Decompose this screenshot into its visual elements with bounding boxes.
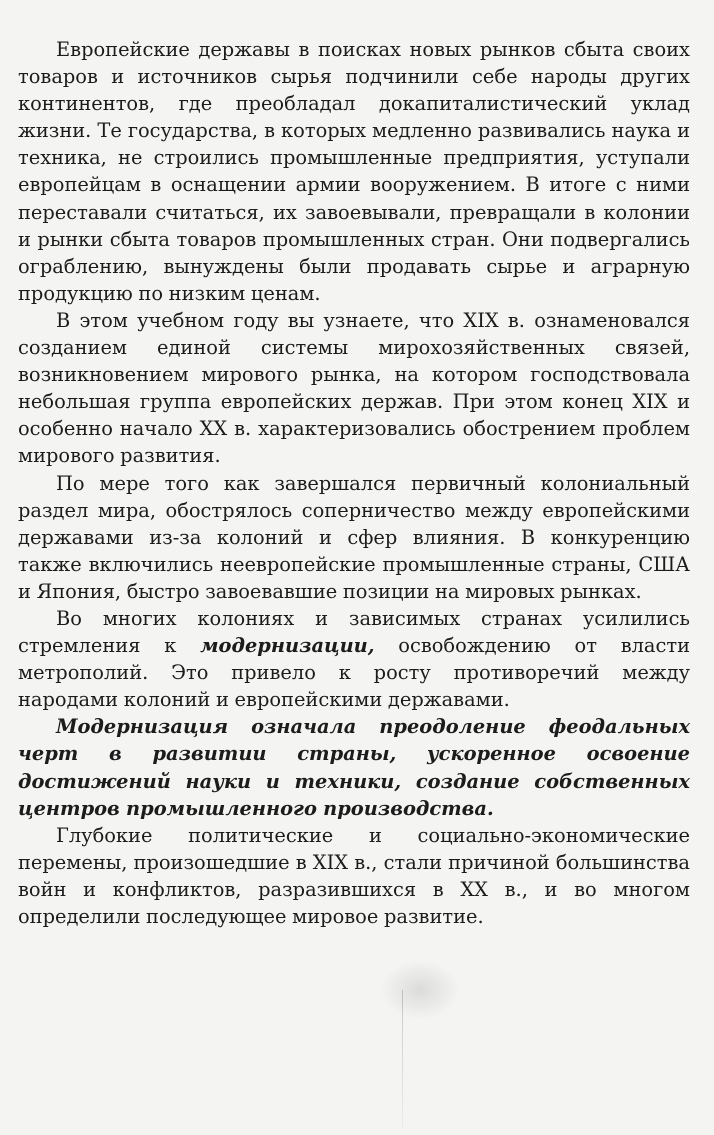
- paragraph-3-text: По мере того как завершался первичный колониальный раздел мира, обострялось соперничество между европейскими державами из-за колоний и сфер влияния. В конкуренцию также включились неевропейские промышленные страны, США и Япония, быстро завоевавшие позиции на мировых рынках.: [18, 471, 690, 603]
- paragraph-4-text-after: освобождению от власти метрополий. Это привело к росту противоречий между народами колоний и европейскими державами.: [18, 634, 691, 712]
- definition-modernization: [18, 713, 690, 821]
- paragraph-3: [18, 470, 690, 605]
- definition-text: Модернизация означала преодоление феодальных черт в развитии страны, ускоренное освоение достижений науки и техники, создание собственных центров промышленного производства.: [18, 715, 690, 820]
- paragraph-1: [18, 36, 690, 307]
- text-body: [18, 36, 690, 930]
- paragraph-1-text: Европейские державы в поисках новых рынков сбыта своих товаров и источников сырья подчинили себе народы других континентов, где преобладал докапиталистический уклад жизни. Те государства, в которых медленно развивались наука и техника, не строились промышленные предприятия, уступали европейцам в оснащении армии вооружением. В итоге с ними переставали считаться, их завоевывали, превращали в колонии и рынки сбыта товаров промышленных стран. Они подвергались ограблению, вынуждены были продавать сырье и аграрную продукцию по низким ценам.: [18, 38, 690, 305]
- paragraph-6: [18, 822, 690, 930]
- paragraph-2-text: В этом учебном году вы узнаете, что XIX в. ознаменовался созданием единой системы мирохозяйственных связей, возникновением мирового рынка, на котором господствовала небольшая группа европейских держав. При этом конец XIX и особенно начало XX в. характеризовались обострением проблем мирового развития.: [18, 308, 690, 468]
- paper-smudge: [380, 960, 460, 1020]
- paper-crease: [402, 990, 403, 1130]
- paragraph-6-text: Глубокие политические и социально-экономические перемены, произошедшие в XIX в., стали причиной большинства войн и конфликтов, разразившихся в XX в., и во многом определили последующее мировое развитие.: [18, 823, 690, 928]
- key-term-modernization: модернизации,: [200, 634, 375, 658]
- paragraph-2: [18, 307, 690, 470]
- paragraph-4: [18, 605, 690, 713]
- paragraph-4-text-before: Во многих колониях и зависимых странах усилились стремления к: [18, 606, 690, 658]
